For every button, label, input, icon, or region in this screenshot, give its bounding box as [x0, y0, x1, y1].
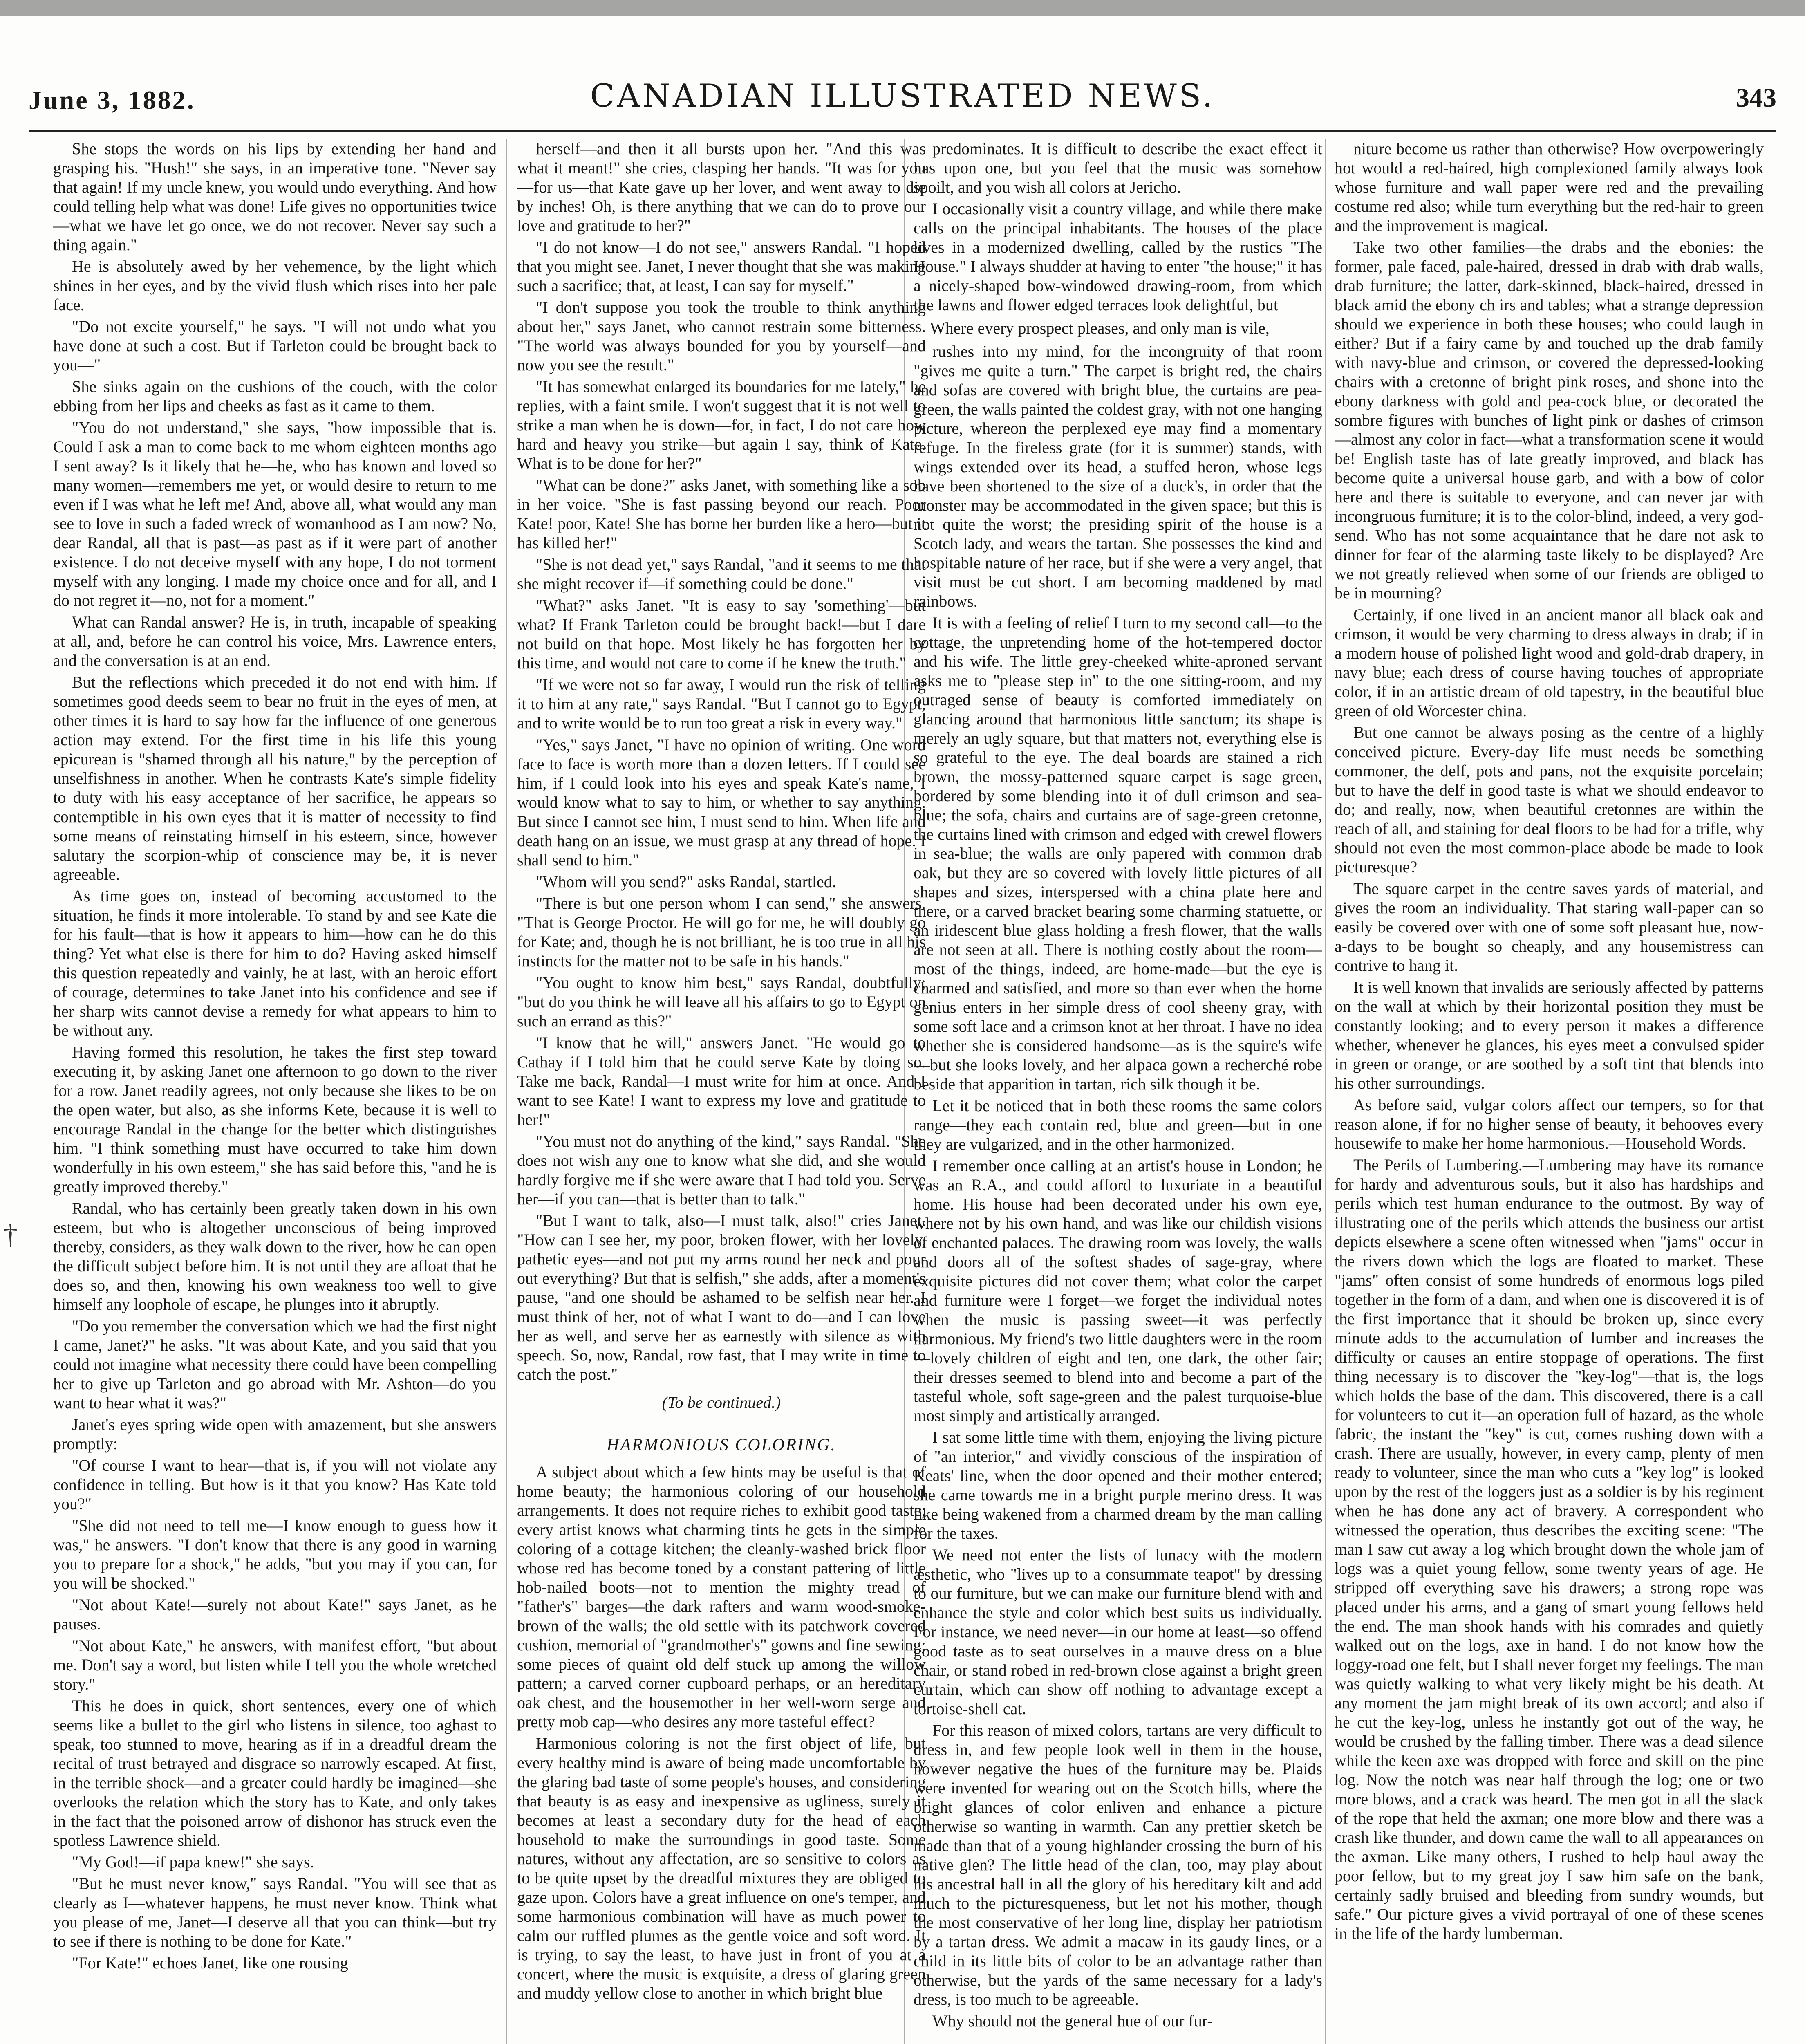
paragraph: "There is but one person whom I can send," she answers. "That is George Proctor. He will go for me, he will doubly go for Kate; and, though he is not brilliant, he is too true in all his instincts for the matter not to be safe in his hands." — [517, 894, 926, 970]
column-divider — [1325, 139, 1326, 2044]
paragraph: It is well known that invalids are seriously affected by patterns on the wall at which by their horizontal position they must be constantly looking; and to every person it makes a difference whether, whenever he glances, his eyes meet a convulsed spider in green or orange, or are soothed by a soft tint that blends into his other surroundings. — [1335, 978, 1764, 1092]
paragraph: "Not about Kate!—surely not about Kate!" says Janet, as he pauses. — [53, 1596, 497, 1633]
paragraph: "But he must never know," says Randal. "You will see that as clearly as I—whatever happens, he must never know. Think what you please of me, Janet—I deserve all that you can think—but try to see if there is nothing to be done for Kate." — [53, 1874, 497, 1950]
paragraph: "Whom will you send?" asks Randal, startled. — [536, 872, 836, 891]
paragraph: She sinks again on the cushions of the couch, with the color ebbing from her lips and cheeks as fast as it came to them. — [53, 377, 497, 415]
paragraph: Why should not the general hue of our fur- — [932, 2012, 1213, 2030]
paragraph: The Perils of Lumbering.—Lumbering may have its romance for hardy and adventurous souls, but it also has hardships and perils which test human endurance to the outmost. By way of illustrating one of the perils which attends the business our artist depicts elsewhere a scene often witnessed when "jams" occur in the rivers down which the logs are floated to market. These "jams" often consist of some hundreds of enormous logs piled together in the form of a dam, and when one is discovered it is of the first importance that it should be broken up, since every minute adds to the accumulation of lumber and increases the difficulty or causes an entire stoppage of operations. The first thing necessary is to discover the "key-log"—that is, the logs which holds the base of the dam. This discovered, there is a call for volunteers to cut it—an operation full of hazard, as the whole fabric, the instant the "key" is cut, comes rushing down with a crash. There are usually, however, in every camp, plenty of men ready to volunteer, since the man who cuts a "key log" is looked upon by the rest of the loggers just as a soldier is by his regiment when he has done any act of bravery. A correspondent who witnessed the operation, thus describes the exciting scene: "The man I saw cut away a log which brought down the whole jam of logs was a quiet young fellow, some twenty years of age. He stripped off everything save his drawers; a strong rope was placed under his arms, and a gang of smart young fellows held the end. The man shook hands with his comrades and quietly walked out on the logs, axe in hand. I do not know how the loggy-road one felt, but I shall never forget my feelings. The man was quietly walking to what very likely might be his death. At any moment the jam might break of its own accord; and also if he cut the key-log, unless he instantly got out of the way, he would be crushed by the falling timber. There was a dead silence while the keen axe was dropped with force and skill on the pine log. Now the notch was near half through the log; one or two more blows, and a crack was heard. The men got in all the slack of the rope that held the axman; one more blow and there was a crash like thunder, and down came the wall to all appearances on the axman. Like many others, I rushed to help haul away the poor fellow, but to my great joy I saw him safe on the bank, certainly sadly bruised and bleeding from sundry wounds, but safe." Our picture gives a vivid portrayal of one of these scenes in the life of the hardy lumberman. — [1335, 1156, 1764, 1943]
masthead-title: CANADIAN ILLUSTRATED NEWS. — [590, 78, 1215, 114]
paragraph: "Not about Kate," he answers, with manifest effort, "but about me. Don't say a word, but listen while I tell you the whole wretched story." — [53, 1636, 497, 1693]
paragraph: "It has somewhat enlarged its boundaries for me lately," he replies, with a faint smile. I won't suggest that it is not well to strike a man when he is down—for, in fact, I do not care how hard and heavy you strike—but again I say, think of Kate. What is to be done for her?" — [517, 377, 926, 473]
margin-mark-icon: † — [3, 1219, 18, 1250]
paragraph: For this reason of mixed colors, tartans are very difficult to dress in, and few people look well in them in the house, however negative the hues of the furniture may be. Plaids were invented for wearing out on the Scotch hills, where the bright glances of color enliven and enhance a picture otherwise so wanting in warmth. Can any prettier sketch be made than that of a young highlander crossing the burn of his native glen? The little head of the clan, too, may play about his ancestral hall in all the glory of his hereditary kilt and add much to the picturesqueness, but let not his mother, though the most conservative of her long line, display her patriotism by a tartan dress. We admit a macaw in its gaudy lines, or a child in its little bits of color to be an advantage rather than otherwise, but the yards of the same necessary for a lady's dress, is too much to be agreeable. — [914, 1721, 1322, 2008]
article-text — [517, 1462, 926, 2003]
paragraph: I sat some little time with them, enjoying the living picture of "an interior," and vividly conscious of the inspiration of Keats' line, when the door opened and their mother entered; she came towards me in a bright purple merino dress. It was like being wakened from a charmed dream by the man calling for the taxes. — [914, 1428, 1322, 1542]
paragraph: "If we were not so far away, I would run the risk of telling it to him at any rate," says Randal. "But I cannot go to Egypt, and to write would be to run too great a risk in every way." — [517, 675, 926, 732]
paragraph: But one cannot be always posing as the centre of a highly conceived picture. Every-day life must needs be something commoner, the delf, pots and pans, not the exquisite porcelain; but to have the delf in good taste is what we should endeavor to do; and really, now, when beautiful cretonnes are within the reach of all, and staining for deal floors to be had for a trifle, why should not even the most common-place abode be made to look picturesque? — [1335, 723, 1764, 876]
paragraph: "You must not do anything of the kind," says Randal. "She does not wish any one to know what she did, and she would hardly forgive me if she were aware that I had told you. Serve her—if you can—that is better than to talk." — [517, 1132, 926, 1208]
column-4 — [1335, 139, 1764, 2044]
issue-date: June 3, 1882. — [29, 85, 195, 114]
paragraph: "She did not need to tell me—I know enough to guess how it was," he answers. "I don't know that there is any good in warning you to prepare for a shock," he adds, "but you may if you can, for you will be shocked." — [53, 1516, 497, 1592]
paragraph: Janet's eyes spring wide open with amazement, but she answers promptly: — [53, 1415, 497, 1453]
paragraph: But the reflections which preceded it do not end with him. If sometimes good deeds seem to bear no fruit in the eyes of men, at other times it is hard to say how far the influence of one generous action may extend. For the first time in his life this young epicurean is "shamed through all his nature," by the perception of unselfishness in another. When he contrasts Kate's simple fidelity to duty with his easy acceptance of her sacrifice, he appears so contemptible in his own eyes that it is matter of necessity to find some means of reinstating himself in his esteem, since, however salutary the scorpion-whip of conscience may be, it is never agreeable. — [53, 673, 497, 883]
story-continuation — [517, 139, 926, 1384]
paragraph: Let it be noticed that in both these rooms the same colors range—they each contain red, blue and green—but in one they are vulgarized, and in the other harmonized. — [914, 1096, 1322, 1153]
paragraph: "I don't suppose you took the trouble to think anything about her," says Janet, who cannot restrain some bitterness. "The world was always bounded for you by yourself—and now you see the result." — [517, 298, 926, 374]
paragraph: It is with a feeling of relief I turn to my second call—to the cottage, the unpretending home of the hot-tempered doctor and his wife. The little grey-cheeked white-aproned servant asks me to "please step in" to the one sitting-room, and my outraged sense of beauty is comforted immediately on glancing around that harmonious little sanctum; its shape is merely an ugly square, but that matters not, everything else is so grateful to the eye. The deal boards are stained a rich brown, the mossy-patterned square carpet is sage green, bordered by some blending into it of dull crimson and sea-blue; the sofa, chairs and curtains are of sage-green cretonne, the curtains lined with crimson and edged with crewel flowers in sea-blue; the walls are only papered with common drab oak, but they are so covered with lovely little pictures of all shapes and sizes, interspersed with a china plate here and there, or a carved bracket bearing some charming statuette, or an iridescent blue glass holding a fresh flower, that the walls are not seen at all. There is nothing costly about the room—most of the things, indeed, are home-made—but the eye is charmed and satisfied, and more so than ever when the home genius enters in her simple dress of cool sheeny gray, with some soft lace and a crimson knot at her throat. I have no idea whether she is considered handsome—as is the squire's wife—but she looks lovely, and her alpaca gown a recherché robe beside that apparition in tartan, rich silk though it be. — [914, 614, 1322, 1093]
paragraph: "Do you remember the conversation which we had the first night I came, Janet?" he asks. "It was about Kate, and you said that you could not imagine what necessity there could have been compelling her to give up Tarleton and go abroad with Mr. Ashton—do you want to hear what it was?" — [53, 1317, 497, 1412]
header-rule — [29, 130, 1776, 132]
paragraph: Harmonious coloring is not the first object of life, but every healthy mind is aware of being made uncomfortable by the glaring bad taste of some people's houses, and considering that beauty is as easy and inexpensive as ugliness, surely it becomes at least a secondary duty for the head of each household to make the surroundings in good taste. Some natures, without any affectation, are so sensitive to colors as to be quite upset by the dreadful mixtures they are obliged to gaze upon. Colors have a great influence on one's temper, and some harmonious combination will have as much power to calm our ruffled plumes as the gentle voice and soft word. It is trying, to say the least, to have just in front of you at a concert, where the music is exquisite, a dress of glaring green and muddy yellow close to another in which bright blue — [517, 1734, 926, 2002]
column-1 — [53, 139, 497, 2044]
paragraph: "But I want to talk, also—I must talk, also!" cries Janet. "How can I see her, my poor, broken flower, with her lovely, pathetic eyes—and not put my arms round her neck and pour out everything? But that is selfish," she adds, after a moment's pause, "and one should be ashamed to be selfish near her. I must think of her, not of what I want to do—and I can love her as well, and serve her as earnestly with silence as with speech. So, now, Randal, row fast, that I may write in time to catch the post." — [517, 1211, 926, 1383]
paragraph: Randal, who has certainly been greatly taken down in his own esteem, but who is altogether unconscious of being improved thereby, considers, as they walk down to the river, how he can open the difficult subject before him. It is not until they are afloat that he does so, and then, knowing his own weakness too well to give himself any loophole of escape, he plunges into it abruptly. — [53, 1199, 497, 1313]
paragraph: I occasionally visit a country village, and while there make calls on the principal inhabitants. The houses of the place lives in a modernized dwelling, called by the rustics "The House." I always shudder at having to enter "the house;" it has a nicely-shaped bow-windowed drawing-room, from which the lawns and flower edged terraces look delightful, but — [914, 199, 1322, 314]
paragraph: "You ought to know him best," says Randal, doubtfully; "but do you think he will leave all his affairs to go to Egypt on such an errand as this?" — [517, 973, 926, 1030]
paragraph: This he does in quick, short sentences, every one of which seems like a bullet to the girl who listens in silence, too aghast to speak, too stunned to move, hearing as if in a dreadful dream the recital of trust betrayed and disgrace so narrowly escaped. At first, in the terrible shock—and a greater could hardly be imagined—she overlooks the relation which the story has to Kate, and only takes in the fact that the poisoned arrow of dishonor has struck even the spotless Lawrence shield. — [53, 1697, 497, 1849]
paragraph: The square carpet in the centre saves yards of material, and gives the room an individuality. That staring wall-paper can so easily be covered over with one of some soft pleasant hue, now-a-days to be bought so cheaply, and any housemistress can contrive to hang it. — [1335, 879, 1764, 975]
paragraph: "I do not know—I do not see," answers Randal. "I hoped that you might see. Janet, I never thought that she was making such a sacrifice; that, at least, I can say for myself." — [517, 238, 926, 295]
column-divider — [506, 139, 507, 2044]
paragraph: We need not enter the lists of lunacy with the modern æsthetic, who "lives up to a consummate teapot" by dressing to our furniture, but we can make our furniture blend with and enhance the style and color which best suits us individually. For instance, we need never—in our home at least—so offend good taste as to seat ourselves in a mauve dress on a blue chair, or stand robed in red-brown close against a bright green curtain, which can show off nothing to advantage except a tortoise-shell cat. — [914, 1546, 1322, 1718]
paragraph: "I know that he will," answers Janet. "He would go to Cathay if I told him that he could serve Kate by doing so. Take me back, Randal—I must write for him at once. And I want to see Kate! I want to express my love and gratitude to her!" — [517, 1033, 926, 1129]
paragraph: "For Kate!" echoes Janet, like one rousing — [72, 1954, 348, 1972]
page-header — [29, 78, 1776, 123]
paragraph: Having formed this resolution, he takes the first step toward executing it, by asking Janet one afternoon to go down to the river for a row. Janet readily agrees, not only because she likes to be on the open water, but also, as she informs Kete, because it is well to encourage Randal in the change for the better which distinguishes him. "I think something must have occurred to take him down wonderfully in his own esteem," she has said before this, "and he is greatly improved thereby." — [53, 1043, 497, 1196]
paragraph: As before said, vulgar colors affect our tempers, so for that reason alone, if for no higher sense of beauty, it behooves every housewife to make her home harmonious.—Household Words. — [1335, 1096, 1764, 1152]
paragraph: Certainly, if one lived in an ancient manor all black oak and crimson, it would be very charming to dress always in drab; if in a modern house of polished light wood and gold-drab drapery, in navy blue; each dress of course having touches of appropriate color, if in an artistic dream of old tapestry, in the beautiful blue green of old Worcester china. — [1335, 605, 1764, 720]
article-continuation — [914, 139, 1322, 314]
paragraph: herself—and then it all bursts upon her. "And this was what it meant!" she cries, clasping her hands. "It was for you—for us—that Kate gave up her lover, and went away to die by inches! Oh, is there anything that we can do to prove our love and gratitude to her?" — [517, 139, 926, 235]
paragraph: rushes into my mind, for the incongruity of that room "gives me quite a turn." The carpet is bright red, the chairs and sofas are covered with bright blue, the curtains are pea-green, the walls painted the coldest gray, with not one hanging picture, whereon the perplexed eye may find a momentary refuge. In the fireless grate (for it is summer) stands, with wings extended over its head, a stuffed heron, whose legs have been shortened to the size of a duck's, in order that the monster may be accommodated in the given space; but this is not quite the worst; the presiding spirit of the house is a Scotch lady, and wears the tartan. She possesses the kind and hospitable nature of her race, but if she were a very angel, that visit must be cut short. I am becoming maddened by mad rainbows. — [914, 342, 1322, 610]
paragraph: niture become us rather than otherwise? How overpoweringly hot would a red-haired, high complexioned family always look whose furniture and wall paper were red and the prevailing costume red also; while turn everything but the red-hair to green and the improvement is magical. — [1335, 139, 1764, 235]
paragraph: As time goes on, instead of becoming accustomed to the situation, he finds it more intolerable. To stand by and see Kate die for his fault—that is how it appears to him—how can he do this thing? Yet what else is there for him to do? Having asked himself this question repeatedly and vainly, he at last, with an heroic effort of courage, determines to take Janet into his confidence and see if her sharp wits cannot devise a remedy for what appears to him to be without any. — [53, 887, 497, 1040]
to-be-continued: (To be continued.) — [662, 1393, 781, 1412]
story-text — [53, 139, 497, 1972]
paragraph: He is absolutely awed by her vehemence, by the light which shines in her eyes, and by the vivid flush which rises into her pale face. — [53, 257, 497, 314]
column-2 — [517, 139, 926, 2044]
paragraph: Take two other families—the drabs and the ebonies: the former, pale faced, pale-haired, dressed in drab with drab walls, drab furniture; the latter, dark-skinned, black-haired, dressed in black amid the ebony ch irs and tables; what a strange depression should we experience in both these houses; who could laugh in either? But if a fairy came by and touched up the drab family with navy-blue and crimson, or covered the depressed-looking chairs with a cretonne of bright pink roses, and shone into the ebony darkness with gold and pea-cock blue, or decorated the sombre figures with bunches of light pink or dashes of crimson—almost any color in fact—what a transformation scene it would be! English taste has of late greatly improved, and black has become quite a universal house garb, and with a bow of color here and there is suitable to everyone, and can never jar with incongruous furniture; it is to the color-blind, indeed, a very god-send. Who has not some acquaintance that he dare not ask to dinner for fear of the alarming taste likely to be displayed? Are we not greatly relieved when some of our friends are obliged to be in mourning? — [1335, 238, 1764, 602]
paragraph: "Do not excite yourself," he says. "I will not undo what you have done at such a cost. But if Tarleton could be brought back to you—" — [53, 317, 497, 374]
paragraph: A subject about which a few hints may be useful is that of home beauty; the harmonious coloring of our household arrangements. It does not require riches to exhibit good taste; every artist knows what charming tints he gets in the simple coloring of a cottage kitchen; the cleanly-washed brick floor whose red has become toned by a constant pattering of little hob-nailed boots—not to mention the mighty tread of "father's" barges—the dark rafters and warm wood-smoke-brown of the walls; the old settle with its patchwork covered cushion, memorial of "grandmother's" gowns and fine sewing; some pieces of quaint old delf stuck up among the willow pattern; a carved corner cupboard perhaps, or an hereditary oak chest, and the housemother in her well-worn serge and pretty mob cap—who desires any more tasteful effect? — [517, 1463, 926, 1731]
paragraph: "My God!—if papa knew!" she says. — [72, 1853, 314, 1871]
article-continuation-2 — [914, 342, 1322, 2031]
paragraph: "What?" asks Janet. "It is easy to say 'something'—but what? If Frank Tarleton could be brought back!—but I dare not build on that hope. Most likely he has forgotten her by this time, and would not care to come if he knew the truth." — [517, 596, 926, 672]
paragraph: "You do not understand," she says, "how impossible that is. Could I ask a man to come back to me whom eighteen months ago I sent away? Is it likely that he—he, who has known and loved so many women—remembers me yet, or would desire to return to me even if I was what he left me! And, above all, what would any man see to love in such a faded wreck of womanhood as I am now? No, dear Randal, all that is past—as past as if it were part of another existence. I do not deceive myself with any hope, I do not torment myself with any longing. I made my choice once and for all, and I do not regret it—no, not for a moment." — [53, 418, 497, 610]
page-number: 343 — [1736, 83, 1776, 113]
paragraph: predominates. It is difficult to describe the exact effect it has upon one, but you feel that the music was somehow spoilt, and you wish all colors at Jericho. — [914, 139, 1322, 196]
paragraph: What can Randal answer? He is, in truth, incapable of speaking at all, and, before he can control his voice, Mrs. Lawrence enters, and the conversation is at an end. — [53, 613, 497, 670]
quoted-verse: Where every prospect pleases, and only man is vile, — [930, 319, 1270, 337]
paragraph: "Of course I want to hear—that is, if you will not violate any confidence in telling. But how is it that you know? Has Kate told you?" — [53, 1456, 497, 1513]
article-continuation-3 — [1335, 139, 1764, 1943]
paragraph: "Yes," says Janet, "I have no opinion of writing. One word face to face is worth more than a dozen letters. If I could see him, if I could look into his eyes and speak Kate's name, I would know what to say to him, or whether to say anything. But since I cannot see him, I must send to him. When life and death hang on an issue, we must grasp at any thread of hope. I shall send to him." — [517, 735, 926, 869]
article-title: HARMONIOUS COLORING. — [607, 1436, 836, 1455]
column-3 — [914, 139, 1322, 2044]
paragraph: I remember once calling at an artist's house in London; he was an R.A., and could afford to luxuriate in a beautiful home. His house had been decorated under his own eye, where not by his own hand, and was like our childish visions of enchanted palaces. The drawing room was lovely, the walls and doors all of the softest shades of sage-gray, where exquisite pictures did not cover them; what color the carpet and furniture were I forget—we forget the individual notes when the music is passing sweet—it was perfectly harmonious. My friend's two little daughters were in the room—lovely children of eight and ten, one dark, the other fair; their dresses seemed to blend into and become a part of the tasteful whole, soft sage-green and the palest turquoise-blue most simply and artistically arranged. — [914, 1156, 1322, 1425]
paragraph: "She is not dead yet," says Randal, "and it seems to me that she might recover if—if something could be done." — [517, 555, 926, 593]
paragraph: She stops the words on his lips by extending her hand and grasping his. "Hush!" she says, in an imperative tone. "Never say that again! If my uncle knew, you would undo everything. And how could telling help what was done! Life gives no opportunities twice—what we have let go once, we do not recover. Never say such a thing again." — [53, 139, 497, 254]
paragraph: "What can be done?" asks Janet, with something like a sob in her voice. "She is fast passing beyond our reach. Poor Kate! poor, Kate! She has borne her burden like a hero—but it has killed her!" — [517, 476, 926, 552]
